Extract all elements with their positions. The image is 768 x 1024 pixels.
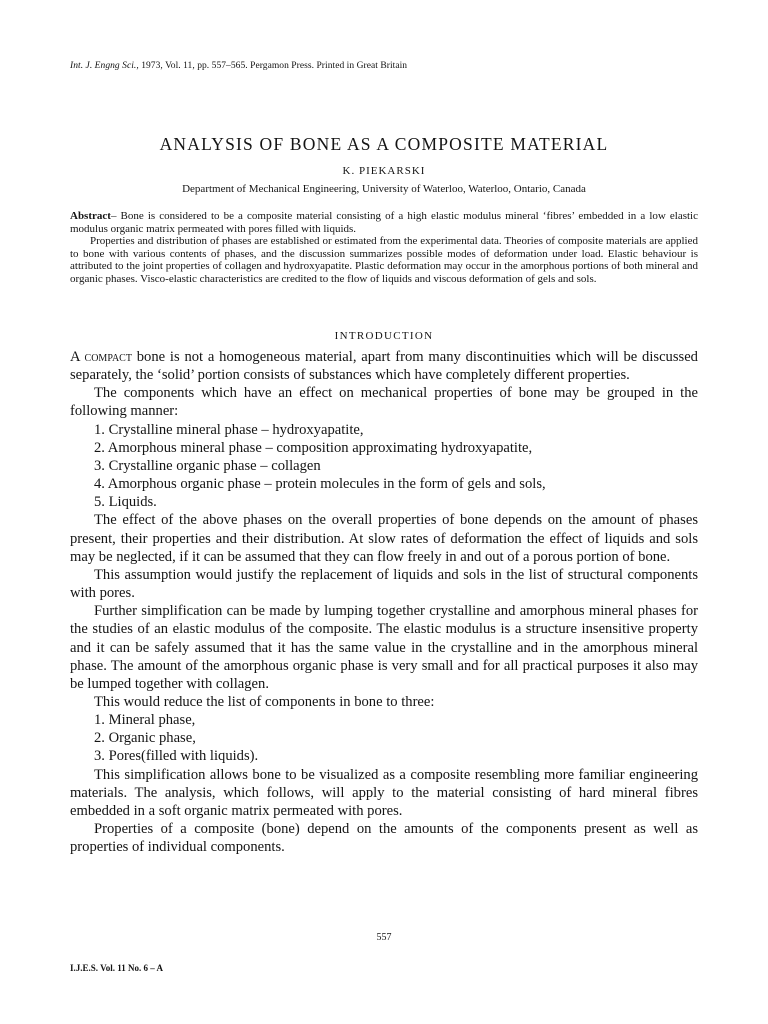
journal-printed: Printed in Great Britain xyxy=(316,61,408,71)
journal-publisher: Pergamon Press. xyxy=(250,61,315,71)
abstract-paragraph-2: Properties and distribution of phases are established or estimated from the experimental data. Theories of composite materials are applied to bone with various contents of phases, and the discussion summarizes possible modes of deformation under load. Elastic behaviour is attributed to the joint properties of collagen and hydroxyapatite. Plastic deformation may occur in the amorphous portions of both mineral and organic phases. Visco-elastic characteristics are credited to the flow of liquids and viscous deformation of gels and sols. xyxy=(70,235,698,285)
journal-name: Int. J. Engng Sci., xyxy=(70,61,139,71)
body-paragraph: This would reduce the list of components in bone to three: xyxy=(94,693,435,710)
small-caps-word: compact xyxy=(84,349,132,365)
section-heading-introduction: INTRODUCTION xyxy=(334,330,434,342)
footer-journal-reference: I.J.E.S. Vol. 11 No. 6 – A xyxy=(70,963,164,973)
journal-citation: 1973, Vol. 11, pp. 557–565. xyxy=(141,61,248,71)
body-paragraph xyxy=(70,348,698,384)
author-name: K. PIEKARSKI xyxy=(342,165,426,177)
component-list-item: 3. Pores(filled with liquids). xyxy=(94,748,259,765)
paragraph-text: bone is not a homogeneous material, apart from many discontinuities which will be discussed separately, the ‘solid’ portion consists of substances which have completely different properties. xyxy=(70,349,698,384)
paper-title: ANALYSIS OF BONE AS A COMPOSITE MATERIAL xyxy=(159,134,609,154)
abstract-label: Abstract xyxy=(70,210,111,222)
body-paragraph: This simplification allows bone to be visualized as a composite resembling more familiar engineering materials. The analysis, which follows, will apply to the material consisting of hard mineral fibres embedded in a soft organic matrix permeated with pores. xyxy=(70,766,698,819)
body-paragraph: The effect of the above phases on the overall properties of bone depends on the amount of phases present, their properties and their distribution. At slow rates of deformation the effect of liquids and sols may be neglected, if it can be assumed that they can flow freely in and out of a porous portion of bone. xyxy=(70,512,698,565)
body-paragraph: The components which have an effect on mechanical properties of bone may be grouped in the following manner: xyxy=(70,385,698,420)
abstract xyxy=(70,210,698,285)
body-paragraph: Properties of a composite (bone) depend on the amounts of the components present as well as properties of individual components. xyxy=(70,821,698,856)
introduction-body xyxy=(70,348,698,856)
phase-list-item: 5. Liquids. xyxy=(94,494,157,511)
component-list-item: 1. Mineral phase, xyxy=(94,712,196,729)
author-affiliation: Department of Mechanical Engineering, University of Waterloo, Waterloo, Ontario, Canada xyxy=(182,183,586,195)
phase-list-item: 1. Crystalline mineral phase – hydroxyapatite, xyxy=(94,421,364,438)
abstract-text-1: – Bone is considered to be a composite material consisting of a high elastic modulus mineral ‘fibres’ embedded in a low elastic modulus organic matrix permeated with pores filled with liquids. xyxy=(70,210,698,235)
component-list-item: 2. Organic phase, xyxy=(94,730,196,747)
journal-reference xyxy=(70,61,407,71)
phase-list-item: 3. Crystalline organic phase – collagen xyxy=(94,457,321,474)
body-paragraph: This assumption would justify the replacement of liquids and sols in the list of structural components with pores. xyxy=(70,566,698,602)
phase-list-item: 2. Amorphous mineral phase – composition approximating hydroxyapatite, xyxy=(94,439,533,456)
drop-letter: A xyxy=(70,349,80,365)
phase-list-item: 4. Amorphous organic phase – protein molecules in the form of gels and sols, xyxy=(94,476,546,493)
body-paragraph: Further simplification can be made by lumping together crystalline and amorphous mineral phases for the studies of an elastic modulus of the composite. The elastic modulus is a structure insensitive property and it can be safely assumed that it has the same value in the crystalline and in the amorphous mineral phase. The amount of the amorphous organic phase is very small and for all practical purposes it also may be lumped together with collagen. xyxy=(70,603,698,692)
abstract-paragraph-1 xyxy=(70,210,698,235)
page-number: 557 xyxy=(376,932,392,943)
